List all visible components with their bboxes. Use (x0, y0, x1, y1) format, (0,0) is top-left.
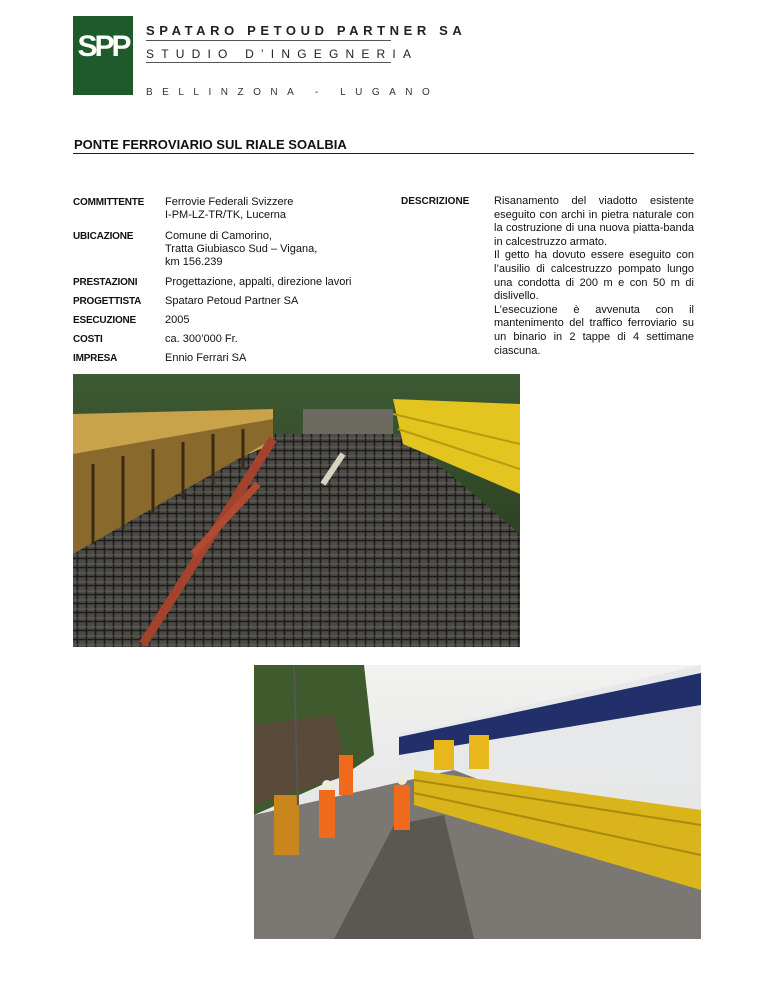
firm-subtitle: STUDIO D’INGEGNERIA (146, 47, 419, 61)
company-logo (73, 16, 133, 95)
detail-label: IMPRESA (73, 353, 118, 364)
detail-label: UBICAZIONE (73, 231, 134, 242)
firm-name: SPATARO PETOUD PARTNER SA (146, 23, 467, 38)
detail-label: COSTI (73, 334, 103, 345)
photo-train-works (254, 665, 701, 939)
detail-value: Spataro Petoud Partner SA (165, 295, 299, 307)
project-title: PONTE FERROVIARIO SUL RIALE SOALBIA (74, 137, 347, 152)
header-rule-2 (146, 62, 391, 63)
header-rule-1 (146, 40, 391, 41)
detail-label: ESECUZIONE (73, 315, 137, 326)
detail-value: ca. 300’000 Fr. (165, 333, 238, 345)
logo-text: SPP (77, 30, 129, 63)
detail-value: Ennio Ferrari SA (165, 352, 247, 364)
title-underline (73, 153, 694, 154)
detail-value: Comune di Camorino, Tratta Giubiasco Sud – Vigana, km 156.239 (165, 230, 318, 268)
photo-rebar-deck (73, 374, 520, 647)
description-text: Risanamento del viadotto esistente eseguito con archi in pietra naturale con la costruzione di una nuova piatta-banda in calcestruzzo armato. Il getto ha dovuto essere eseguito con l’ausilio di calcestruzzo pompato lungo una condotta di 200 m e con 50 m di dislivello. L’esecuzione è avvenuta con il mantenimento del traffico ferroviario su un binario in 2 tappe di 4 settimane ciascuna. (494, 195, 694, 357)
detail-label: PROGETTISTA (73, 296, 142, 307)
description-label: DESCRIZIONE (401, 196, 470, 207)
detail-value: 2005 (165, 314, 190, 326)
detail-label: COMMITTENTE (73, 197, 145, 208)
detail-label: PRESTAZIONI (73, 277, 138, 288)
detail-value: Progettazione, appalti, direzione lavori (165, 276, 352, 288)
firm-locations: BELLINZONA - LUGANO (146, 87, 440, 98)
detail-value: Ferrovie Federali Svizzere I-PM-LZ-TR/TK, Lucerna (165, 196, 294, 221)
